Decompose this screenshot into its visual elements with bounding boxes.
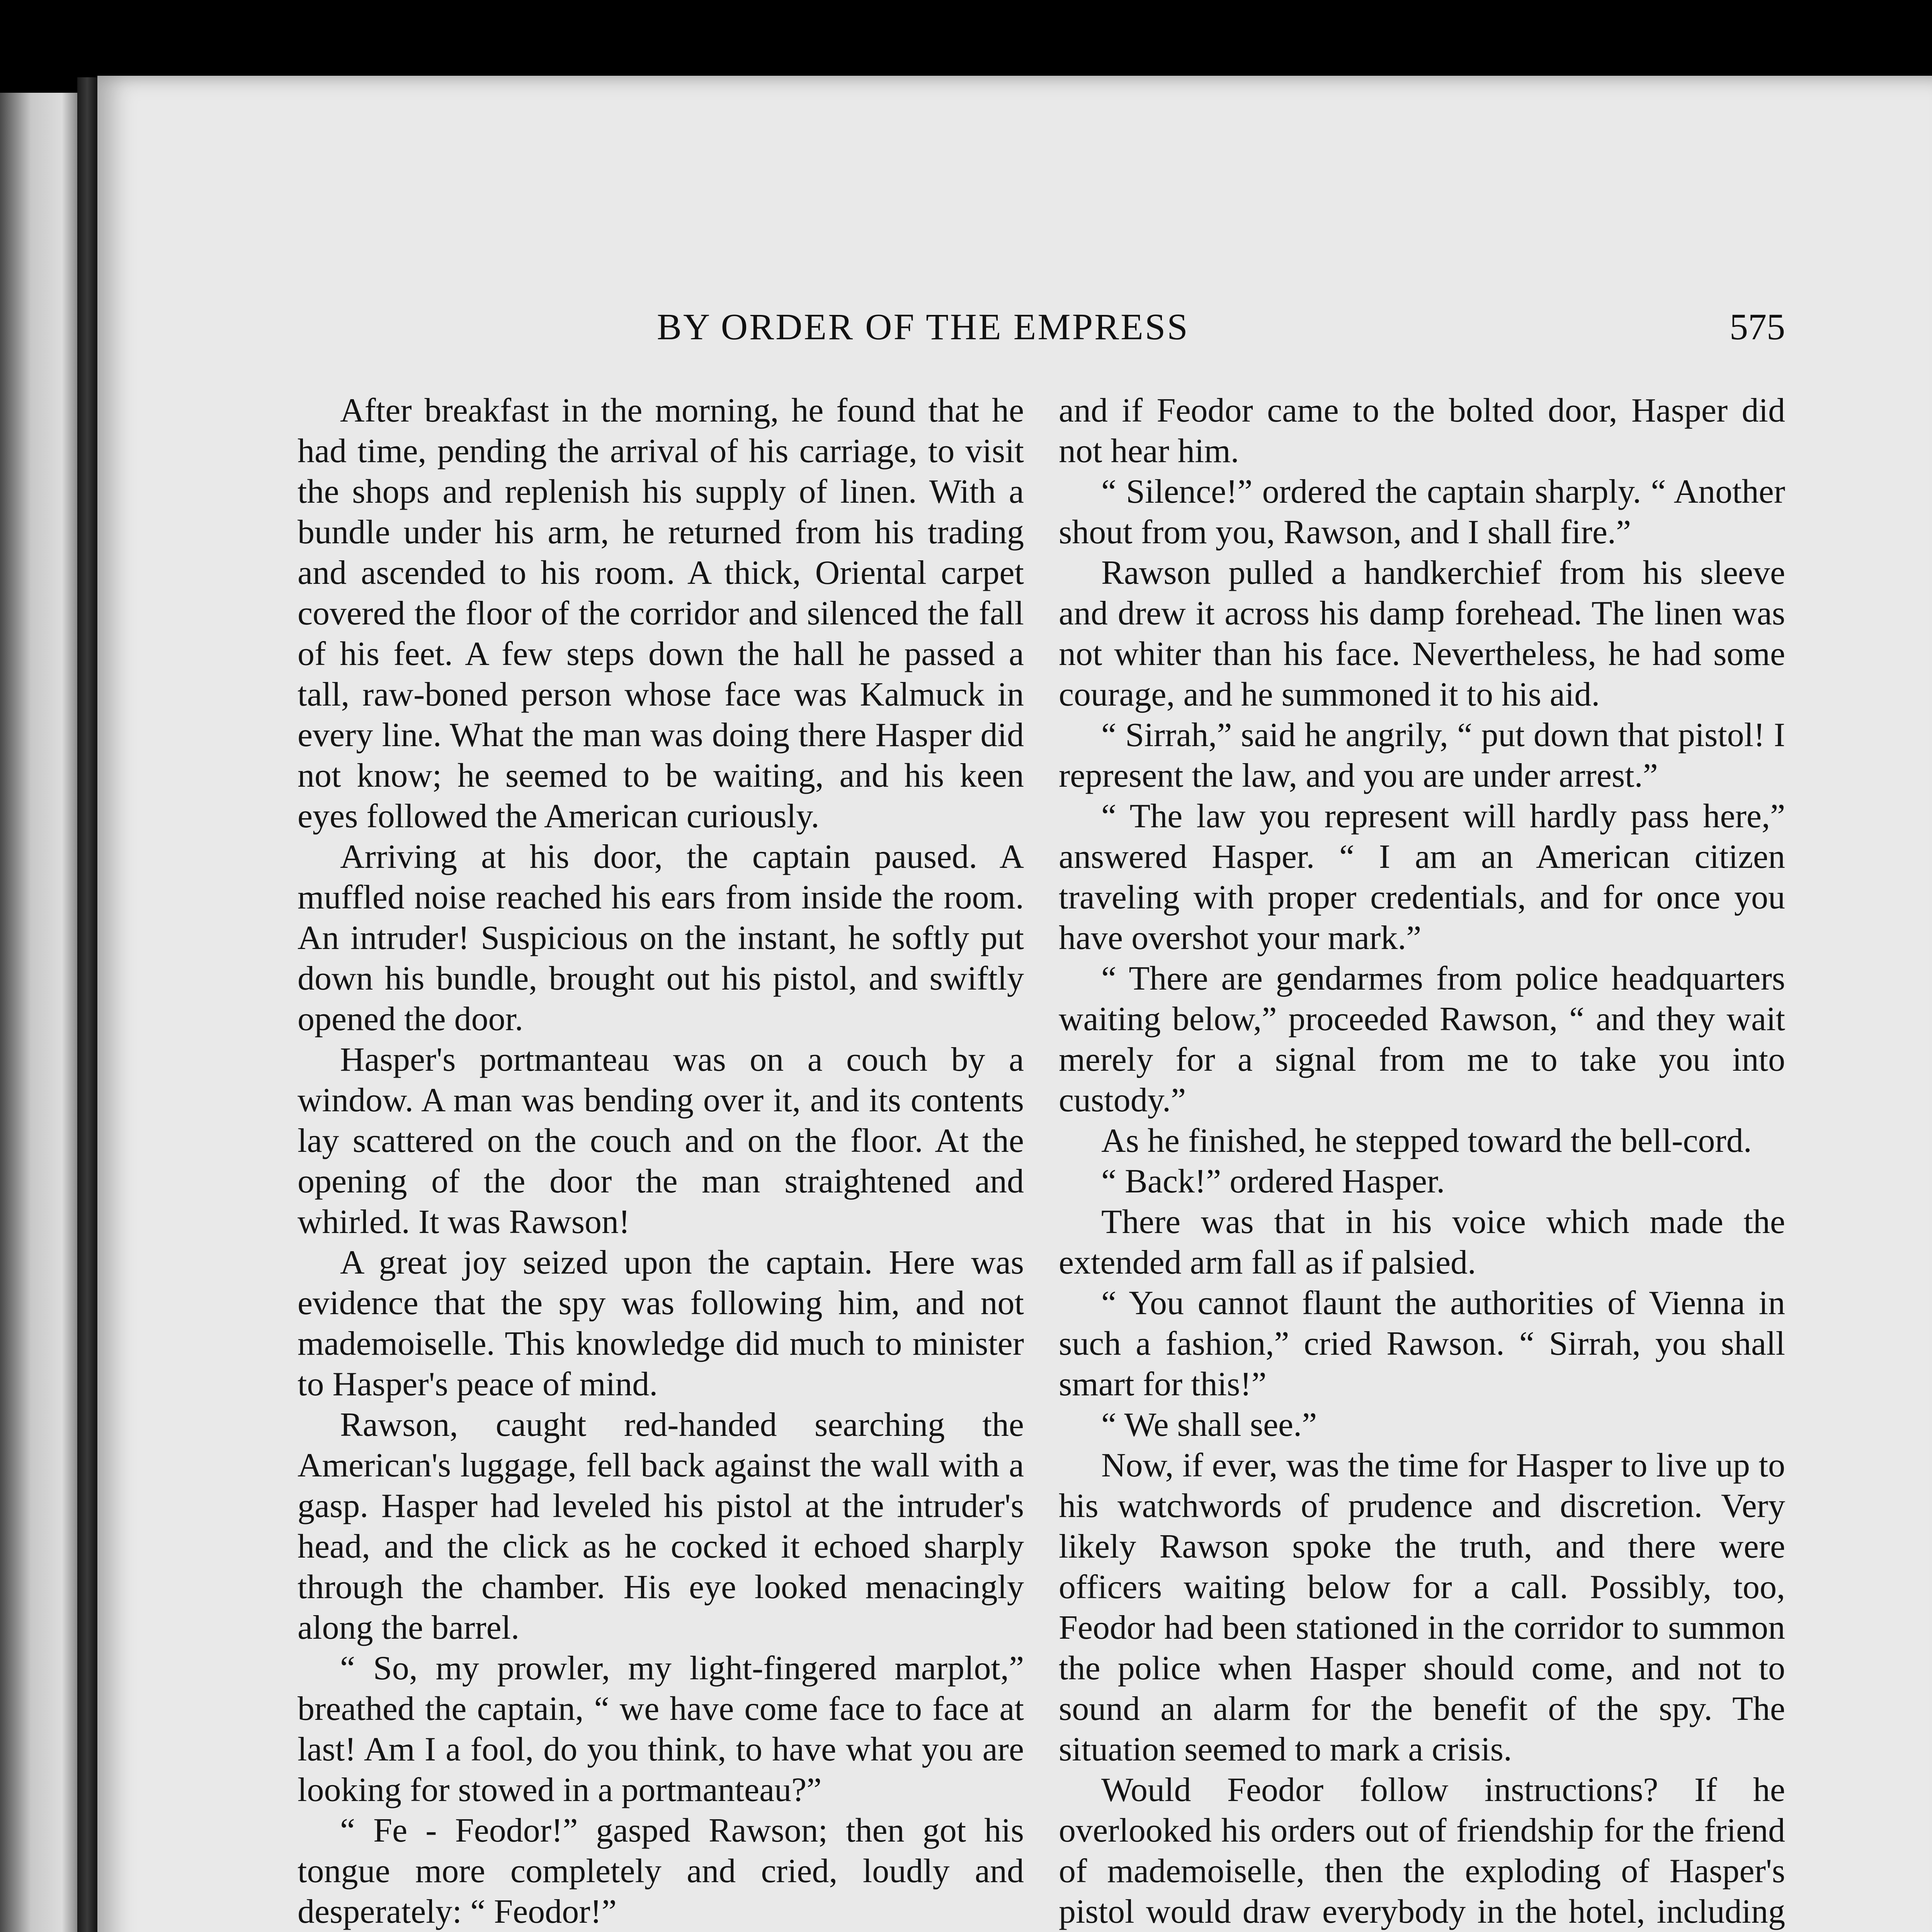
previous-page-edge xyxy=(0,93,77,1932)
paragraph: “ Back!” ordered Hasper. xyxy=(1101,1163,1445,1200)
paragraph: “ Fe - Feodor!” gasped Rawson; then got his tongue more completely and cried, loudly and desperately: “ Feodor!” xyxy=(298,1812,1024,1930)
page-number: 575 xyxy=(1730,306,1785,347)
paragraph: Would Feodor follow instructions? If he overlooked his orders out of friendship for the friend of mademoiselle, then the exploding of Hasper's pistol would draw everybody in the hotel, including xyxy=(1059,1771,1785,1930)
right-text-column xyxy=(1059,390,1785,1932)
paragraph: As he finished, he stepped toward the bell-cord. xyxy=(1101,1122,1752,1160)
paragraph: Rawson pulled a handkerchief from his sleeve and drew it across his damp forehead. The linen was not whiter than his face. Nevertheless, he had some courage, and he summoned it to his aid. xyxy=(1059,554,1785,713)
paragraph-continued: and if Feodor came to the bolted door, Hasper did not hear him. xyxy=(1059,392,1785,470)
left-text-column xyxy=(298,390,1024,1932)
paragraph: Rawson, caught red-handed searching the American's luggage, fell back against the wall with a gasp. Hasper had leveled his pistol at the intruder's head, and the click as he cocked it echoed sharply through the chamber. His eye looked menacingly along the barrel. xyxy=(298,1406,1024,1646)
book-gutter xyxy=(77,77,97,1932)
paragraph: “ You cannot flaunt the authorities of Vienna in such a fashion,” cried Rawson. “ Sirrah, you shall smart for this!” xyxy=(1059,1284,1785,1403)
paragraph: “ Silence!” ordered the captain sharply. “ Another shout from you, Rawson, and I shall fire.” xyxy=(1059,473,1785,551)
paragraph: “ The law you represent will hardly pass here,” answered Hasper. “ I am an American citizen traveling with proper credentials, and for once you have overshot your mark.” xyxy=(1059,798,1785,957)
paragraph: “ We shall see.” xyxy=(1101,1406,1317,1444)
paragraph: A great joy seized upon the captain. Here was evidence that the spy was following him, and not mademoiselle. This knowledge did much to minister to Hasper's peace of mind. xyxy=(298,1244,1024,1403)
running-title: BY ORDER OF THE EMPRESS xyxy=(657,306,1189,347)
paragraph: Hasper's portmanteau was on a couch by a window. A man was bending over it, and its contents lay scattered on the couch and on the floor. At the opening of the door the man straightened and whirled. It was Rawson! xyxy=(298,1041,1024,1241)
paragraph: “ So, my prowler, my light-fingered marplot,” breathed the captain, “ we have come face to face at last! Am I a fool, do you think, to have what you are looking for stowed in a portmanteau?” xyxy=(298,1650,1024,1809)
paragraph: “ There are gendarmes from police headquarters waiting below,” proceeded Rawson, “ and they wait merely for a signal from me to take you into custody.” xyxy=(1059,960,1785,1119)
paragraph: Arriving at his door, the captain paused. A muffled noise reached his ears from inside the room. An intruder! Suspicious on the instant, he softly put down his bundle, brought out his pistol, and swiftly opened the door. xyxy=(298,838,1024,1038)
paragraph: After breakfast in the morning, he found that he had time, pending the arrival of his carriage, to visit the shops and replenish his supply of linen. With a bundle under his arm, he returned from his trading and ascended to his room. A thick, Oriental carpet covered the floor of the corridor and silenced the fall of his feet. A few steps down the hall he passed a tall, raw-boned person whose face was Kalmuck in every line. What the man was doing there Hasper did not know; he seemed to be waiting, and his keen eyes followed the American curiously. xyxy=(298,392,1024,835)
paragraph: There was that in his voice which made the extended arm fall as if palsied. xyxy=(1059,1203,1785,1281)
paragraph: “ Sirrah,” said he angrily, “ put down that pistol! I represent the law, and you are under arrest.” xyxy=(1059,716,1785,794)
paragraph: Now, if ever, was the time for Hasper to live up to his watchwords of prudence and discretion. Very likely Rawson spoke the truth, and there were officers waiting below for a call. Possibly, too, Feodor had been stationed in the corridor to summon the police when Hasper should come, and not to sound an alarm for the benefit of the spy. The situation seemed to mark a crisis. xyxy=(1059,1447,1785,1768)
